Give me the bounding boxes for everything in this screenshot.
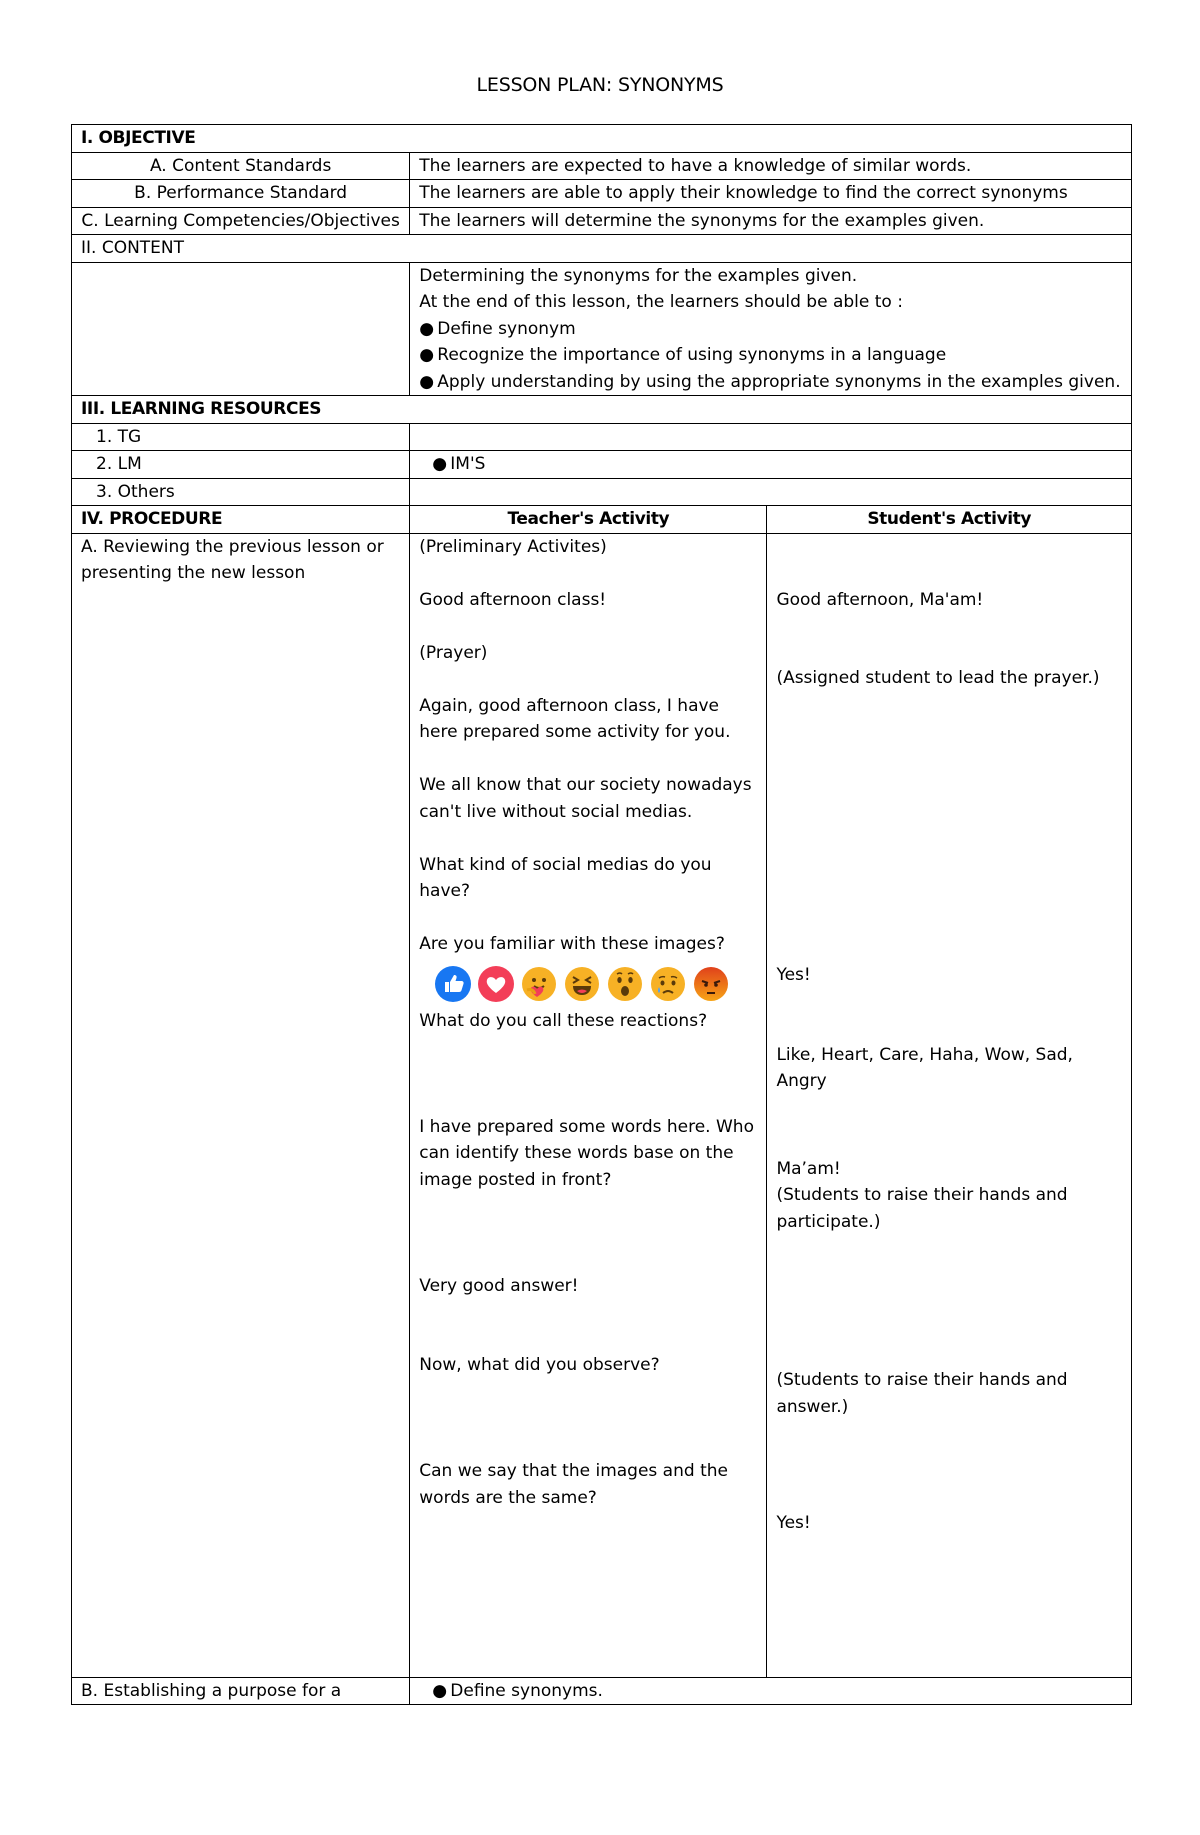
student-line: (Students to raise their hands and answer.) [776, 1370, 1068, 1417]
teacher-line: Very good answer! [419, 1275, 579, 1296]
student-line: (Students to raise their hands and participate.) [776, 1185, 1068, 1232]
procedure-heading: IV. PROCEDURE [72, 506, 410, 534]
competencies-label: C. Learning Competencies/Objectives [72, 207, 410, 235]
care-icon [521, 966, 557, 1002]
teacher-line: (Preliminary Activites) [419, 536, 607, 557]
lesson-plan-table [71, 124, 1132, 1705]
competencies-text: The learners will determine the synonyms for the examples given. [410, 207, 1132, 235]
teacher-line: Can we say that the images and the words are the same? [419, 1461, 728, 1508]
content-standards-text: The learners are expected to have a knowledge of similar words. [410, 152, 1132, 180]
step-b-content: ● Define synonyms. [410, 1677, 1132, 1705]
table-row [72, 152, 1132, 180]
bullet-icon: ● [432, 454, 448, 474]
table-row [72, 207, 1132, 235]
resource-lm-value: ● IM'S [410, 451, 1132, 479]
teacher-activity-heading: Teacher's Activity [410, 506, 767, 534]
teacher-activity-cell [410, 533, 767, 1677]
teacher-line: We all know that our society nowadays can't live without social medias. [419, 775, 752, 822]
procedure-row-b [72, 1677, 1132, 1705]
resource-others: 3. Others [72, 478, 410, 506]
student-activity-heading: Student's Activity [767, 506, 1132, 534]
objective-heading: I. OBJECTIVE [72, 125, 1132, 153]
table-row [72, 180, 1132, 208]
table-row [72, 451, 1132, 479]
step-a-label: A. Reviewing the previous lesson or presenting the new lesson [72, 533, 410, 1677]
teacher-line: I have prepared some words here. Who can identify these words base on the image posted in front? [419, 1116, 754, 1190]
table-row [72, 262, 1132, 396]
teacher-line: What do you call these reactions? [419, 1010, 708, 1031]
student-line: Ma’am! [776, 1158, 841, 1179]
list-item: ● Recognize the importance of using synonyms in a language [419, 342, 1122, 369]
performance-standard-label: B. Performance Standard [72, 180, 410, 208]
content-intro: Determining the synonyms for the examples given. [419, 265, 858, 286]
resources-heading-row [72, 396, 1132, 424]
step-b-label: B. Establishing a purpose for a [72, 1677, 410, 1705]
reaction-emojis [419, 958, 757, 1008]
like-icon [435, 966, 471, 1002]
resources-heading: III. LEARNING RESOURCES [72, 396, 1132, 424]
heart-icon [478, 966, 514, 1002]
empty-cell [72, 262, 410, 396]
bullet-icon: ● [432, 1680, 448, 1701]
sad-icon [650, 966, 686, 1002]
student-activity-cell [767, 533, 1132, 1677]
list-item: ● Define synonym [419, 316, 1122, 343]
table-row [72, 478, 1132, 506]
content-heading-row [72, 235, 1132, 263]
student-line: Yes! [776, 1512, 811, 1533]
empty-cell [410, 423, 1132, 451]
wow-icon [607, 966, 643, 1002]
procedure-row-a [72, 533, 1132, 1677]
content-lead: At the end of this lesson, the learners should be able to : [419, 292, 903, 312]
content-heading: II. CONTENT [72, 235, 1132, 263]
page-title: LESSON PLAN: SYNONYMS [476, 74, 724, 96]
performance-standard-text: The learners are able to apply their knowledge to find the correct synonyms [410, 180, 1132, 208]
student-line: Good afternoon, Ma'am! [776, 589, 984, 610]
teacher-line: Are you familiar with these images? [419, 934, 725, 954]
student-line: Yes! [776, 965, 811, 985]
teacher-line: (Prayer) [419, 642, 488, 663]
list-item: ● Apply understanding by using the appropriate synonyms in the examples given. [419, 369, 1122, 396]
teacher-line: Now, what did you observe? [419, 1355, 660, 1375]
bullet-icon: ● [419, 371, 435, 392]
teacher-line: Good afternoon class! [419, 589, 607, 610]
resource-tg: 1. TG [72, 423, 410, 451]
teacher-line: What kind of social medias do you have? [419, 854, 712, 901]
objective-heading-row [72, 125, 1132, 153]
haha-icon [564, 966, 600, 1002]
angry-icon [693, 966, 729, 1002]
table-row [72, 423, 1132, 451]
empty-cell [410, 478, 1132, 506]
bullet-icon: ● [419, 318, 435, 339]
content-standards-label: A. Content Standards [72, 152, 410, 180]
content-body [410, 262, 1132, 396]
procedure-heading-row [72, 506, 1132, 534]
student-line: (Assigned student to lead the prayer.) [776, 668, 1100, 688]
student-line: Like, Heart, Care, Haha, Wow, Sad, Angry [776, 1044, 1073, 1091]
resource-lm: 2. LM [72, 451, 410, 479]
teacher-line: Again, good afternoon class, I have here prepared some activity for you. [419, 695, 731, 742]
bullet-icon: ● [419, 345, 435, 365]
